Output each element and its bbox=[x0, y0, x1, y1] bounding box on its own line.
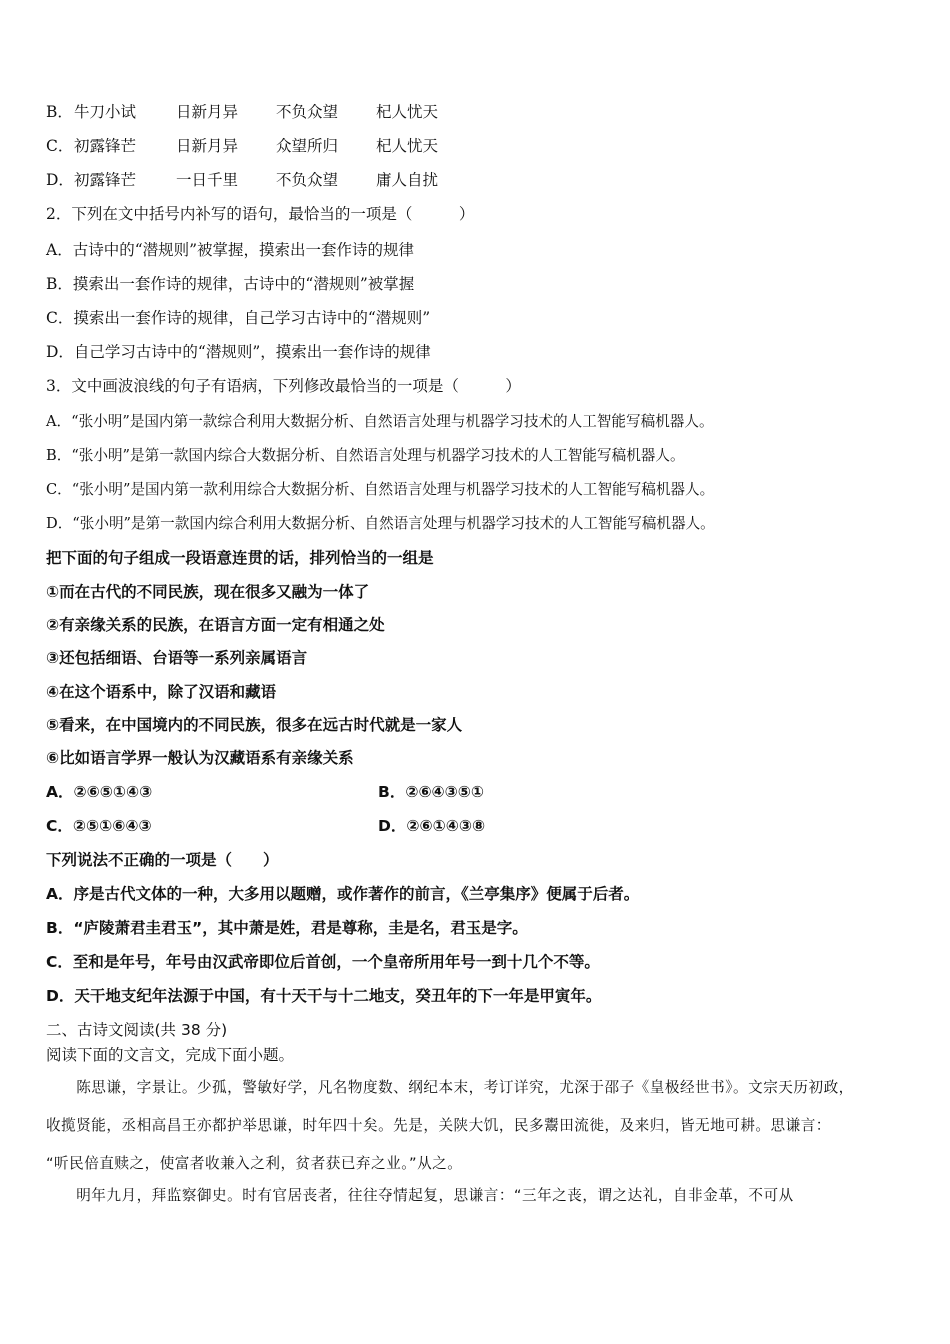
q1-option-d bbox=[46, 170, 466, 190]
q4-sentence-3: ③还包括细语、台语等一系列亲属语言 bbox=[46, 649, 308, 667]
q5-option-d: D．天干地支纪年法源于中国，有十天干与十二地支，癸丑年的下一年是甲寅年。 bbox=[46, 987, 602, 1005]
option-word: 初露锋芒 bbox=[74, 137, 137, 155]
q2-option-a: A．古诗中的“潜规则”被掌握，摸索出一套作诗的规律 bbox=[46, 241, 415, 259]
passage-line: 收揽贤能，丞相高昌王亦都护举思谦，时年四十矣。先是，关陕大饥，民多鬻田流徙，及来归，皆无地可耕。思谦言： bbox=[46, 1117, 831, 1134]
option-letter: D． bbox=[46, 171, 74, 189]
q4-sentence-1: ①而在古代的不同民族，现在很多又融为一体了 bbox=[46, 583, 370, 601]
q2-stem: 2．下列在文中括号内补写的语句，最恰当的一项是（ ） bbox=[46, 205, 475, 223]
option-word: 不负众望 bbox=[276, 171, 339, 189]
q5-option-c: C．至和是年号，年号由汉武帝即位后首创，一个皇帝所用年号一到十几个不等。 bbox=[46, 953, 600, 971]
option-letter: C． bbox=[46, 137, 74, 155]
q1-option-b bbox=[46, 102, 466, 122]
q3-option-d: D．“张小明”是第一款国内综合利用大数据分析、自然语言处理与机器学习技术的人工智能写稿机器人。 bbox=[46, 515, 715, 532]
section-instruction: 阅读下面的文言文，完成下面小题。 bbox=[46, 1046, 295, 1064]
section-heading: 二、古诗文阅读(共 38 分) bbox=[46, 1021, 228, 1039]
passage-line: 陈思谦，字景让。少孤，警敏好学，凡名物度数、纲纪本末，考订详究，尤深于邵子《皇极经世书》。文宗天历初政， bbox=[46, 1079, 854, 1096]
q5-stem: 下列说法不正确的一项是（ ） bbox=[46, 851, 279, 869]
q4-option-c: C．②⑤①⑥④③ bbox=[46, 817, 152, 835]
q3-option-c: C．“张小明”是国内第一款利用综合大数据分析、自然语言处理与机器学习技术的人工智能写稿机器人。 bbox=[46, 481, 715, 498]
option-word: 牛刀小试 bbox=[74, 103, 137, 121]
q5-option-b: B．“庐陵萧君圭君玉”，其中萧是姓，君是尊称，圭是名，君玉是字。 bbox=[46, 919, 528, 937]
option-word: 众望所归 bbox=[276, 137, 339, 155]
passage-line: “听民倍直赎之，使富者收兼入之利，贫者获已弃之业。”从之。 bbox=[46, 1155, 463, 1172]
q4-option-d: D．②⑥①④③⑧ bbox=[378, 817, 486, 835]
q1-option-c bbox=[46, 136, 466, 156]
q4-sentence-5: ⑤看来，在中国境内的不同民族，很多在远古时代就是一家人 bbox=[46, 716, 463, 734]
q4-sentence-2: ②有亲缘关系的民族，在语言方面一定有相通之处 bbox=[46, 616, 385, 634]
option-word: 不负众望 bbox=[276, 103, 339, 121]
q4-sentence-4: ④在这个语系中，除了汉语和藏语 bbox=[46, 683, 277, 701]
q3-stem: 3．文中画波浪线的句子有语病，下列修改最恰当的一项是（ ） bbox=[46, 377, 521, 395]
option-word: 杞人忧天 bbox=[376, 137, 439, 155]
option-word: 初露锋芒 bbox=[74, 171, 137, 189]
passage-line: 明年九月，拜监察御史。时有官居丧者，往往夺情起复，思谦言：“三年之丧，谓之达礼，自非金革，不可从 bbox=[46, 1187, 794, 1204]
q2-option-b: B．摸索出一套作诗的规律，古诗中的“潜规则”被掌握 bbox=[46, 275, 415, 293]
option-letter: B． bbox=[46, 103, 73, 121]
option-word: 一日千里 bbox=[176, 171, 239, 189]
q4-stem: 把下面的句子组成一段语意连贯的话，排列恰当的一组是 bbox=[46, 549, 434, 567]
q2-option-c: C．摸索出一套作诗的规律，自己学习古诗中的“潜规则” bbox=[46, 309, 431, 327]
q2-option-d: D．自己学习古诗中的“潜规则”，摸索出一套作诗的规律 bbox=[46, 343, 431, 361]
q3-option-b: B．“张小明”是第一款国内综合大数据分析、自然语言处理与机器学习技术的人工智能写稿机器人。 bbox=[46, 447, 685, 464]
q5-option-a: A．序是古代文体的一种，大多用以题赠，或作著作的前言，《兰亭集序》便属于后者。 bbox=[46, 885, 640, 903]
q4-option-a: A．②⑥⑤①④③ bbox=[46, 783, 153, 801]
q3-option-a: A．“张小明”是国内第一款综合利用大数据分析、自然语言处理与机器学习技术的人工智能写稿机器人。 bbox=[46, 413, 714, 430]
option-word: 庸人自扰 bbox=[376, 171, 439, 189]
option-word: 日新月异 bbox=[176, 137, 239, 155]
q4-option-b: B．②⑥④③⑤① bbox=[378, 783, 485, 801]
option-word: 日新月异 bbox=[176, 103, 239, 121]
q4-sentence-6: ⑥比如语言学界一般认为汉藏语系有亲缘关系 bbox=[46, 749, 354, 767]
option-word: 杞人忧天 bbox=[376, 103, 439, 121]
